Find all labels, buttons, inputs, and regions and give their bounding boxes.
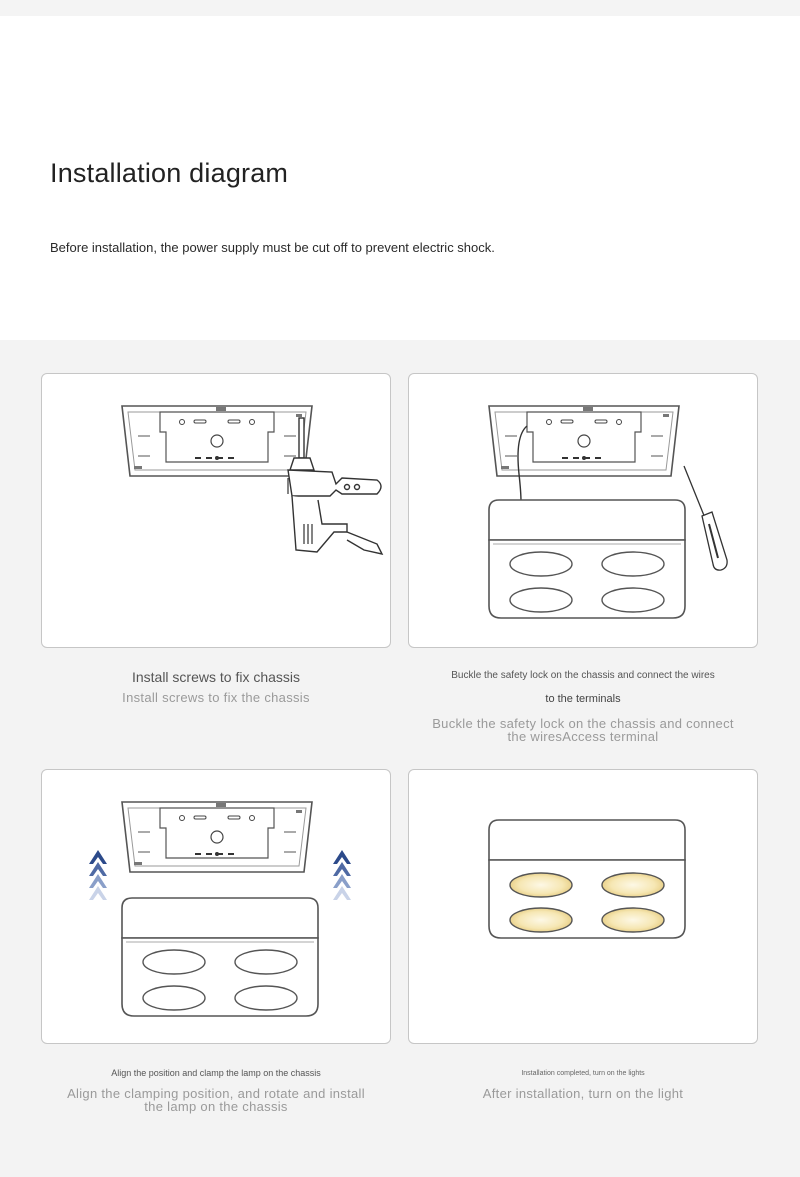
step3-image-panel [41,769,391,1044]
lamp-drawing [489,500,685,618]
step2-subtitle-line2: the wiresAccess terminal [507,729,659,744]
step2-caption [408,670,758,743]
screwdriver-icon [684,466,727,570]
step4-caption [408,1070,758,1100]
step1-caption [41,669,391,704]
step2-title-line2: to the terminals [545,693,621,705]
lit-lamp-drawing [489,820,685,938]
top-band [0,0,800,16]
up-arrows-right-icon [333,850,351,900]
step3-subtitle-line2: the lamp on the chassis [144,1099,288,1114]
step1-title: Install screws to fix chassis [131,669,301,685]
step1-subtitle: Install screws to fix the chassis [122,690,310,705]
page-title: Installation diagram [50,158,289,188]
step2-subtitle-line1: Buckle the safety lock on the chassis and connect [432,716,734,731]
step1-image-panel [41,373,391,648]
step2-title-line1: Buckle the safety lock on the chassis and connect the wires [451,670,715,681]
step3-caption [41,1068,391,1113]
step3-subtitle-line1: Align the clamping position, and rotate and install [67,1086,365,1101]
lamp-drawing [122,898,318,1016]
safety-warning: Before installation, the power supply must be cut off to prevent electric shock. [50,240,495,255]
step4-image-panel [408,769,758,1044]
drill-icon [288,418,382,554]
chassis-drawing [122,406,312,476]
chassis-drawing [489,406,679,476]
step4-title: Installation completed, turn on the lights [521,1070,645,1077]
chassis-drawing [122,802,312,872]
up-arrows-left-icon [89,850,107,900]
step2-image-panel [408,373,758,648]
step4-subtitle: After installation, turn on the light [482,1086,684,1101]
step3-title: Align the position and clamp the lamp on the chassis [111,1068,321,1078]
